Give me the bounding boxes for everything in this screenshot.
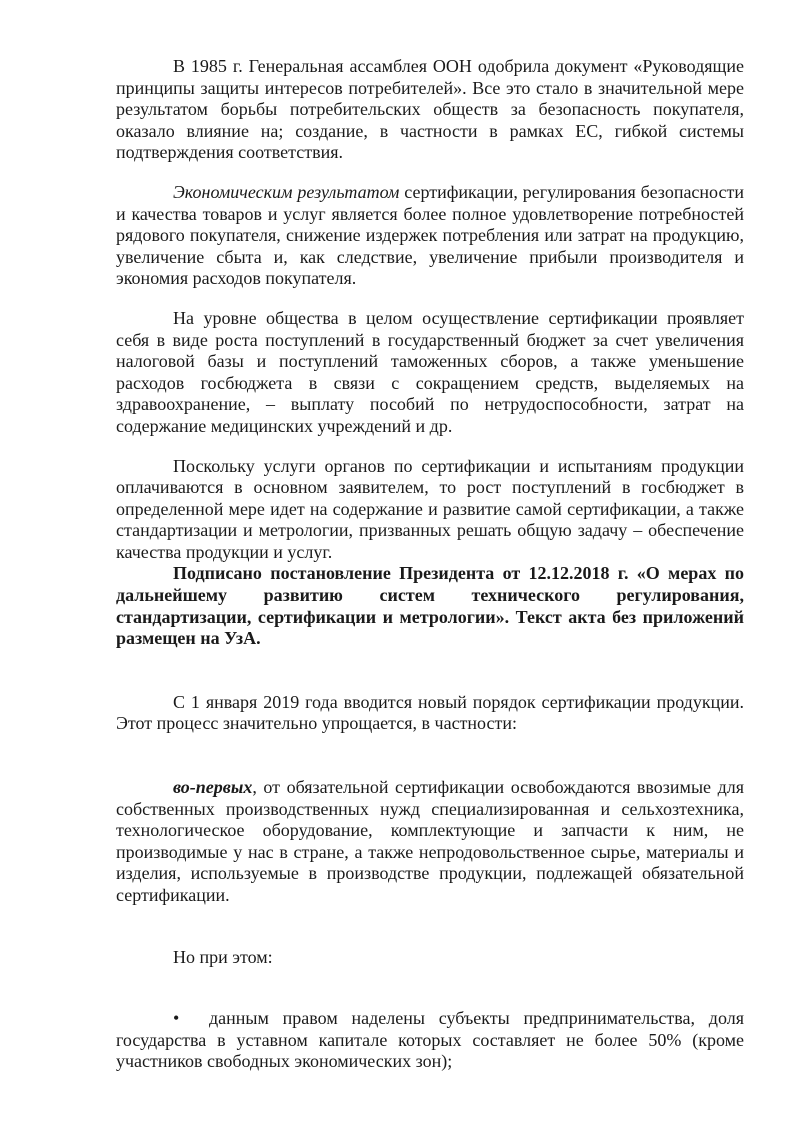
paragraph-services-payment: Поскольку услуги органов по сертификации и испытаниям продукции оплачиваются в основном заявителем, то рост поступлений в госбюджет в определенной мере идет на содержание и развитие самой сертификации, а также стандартизации и метрологии, призванных решать общую задачу – обеспечение качества продукции и услуг.	[116, 455, 744, 562]
paragraph-economic-result	[116, 182, 744, 290]
list-item	[116, 1008, 744, 1073]
paragraph-new-procedure: С 1 января 2019 года вводится новый порядок сертификации продукции. Этот процесс значительно упрощается, в частности:	[116, 691, 744, 734]
paragraph-economic-result-text: сертификации, регулирования безопасности и качества товаров и услуг является более полное удовлетворение потребностей рядового покупателя, снижение издержек потребления или затрат на продукцию, увеличение сбыта и, как следствие, увеличение прибыли производителя и экономия расходов покупателя.	[116, 181, 744, 289]
list-item-text: данным правом наделены субъекты предпринимательства, доля государства в уставном капитале которых составляет не более 50% (кроме участников свободных экономических зон);	[116, 1008, 744, 1072]
paragraph-however: Но при этом:	[173, 946, 273, 967]
bold-italic-term-firstly: во-первых	[173, 777, 253, 798]
paragraph-society-level: На уровне общества в целом осуществление сертификации проявляет себя в виде роста поступлений в государственный бюджет за счет увеличения налоговой базы и поступлений таможенных сборов, а также уменьшение расходов госбюджета в связи с сокращением средств, выделяемых на здравоохранение, – выплату пособий по нетрудоспособности, затрат на содержание медицинских учреждений и др.	[116, 307, 744, 436]
document-body	[116, 56, 744, 1073]
italic-term-economic-result: Экономическим результатом	[173, 181, 400, 202]
paragraph-president-decree: Подписано постановление Президента от 12.12.2018 г. «О мерах по дальнейшему развитию систем технического регулирования, стандартизации, сертификации и метрологии». Текст акта без приложений размещен на УзА.	[116, 563, 744, 649]
paragraph-firstly-text: , от обязательной сертификации освобождаются ввозимые для собственных производственных нужд специализированная и сельхозтехника, технологическое оборудование, комплектующие и запчасти к ним, не производимые у нас в стране, а также непродовольственное сырье, материалы и изделия, используемые в производстве продукции, подлежащей обязательной сертификации.	[116, 777, 744, 905]
bullet-icon: •	[173, 1008, 180, 1029]
paragraph-firstly	[116, 777, 744, 907]
paragraph-un-assembly: В 1985 г. Генеральная ассамблея ООН одобрила документ «Руководящие принципы защиты интересов потребителей». Все это стало в значительной мере результатом борьбы потребительских обществ за безопасность покупателя, оказало влияние на; создание, в частности в рамках ЕС, гибкой системы подтверждения соответствия.	[116, 56, 744, 163]
